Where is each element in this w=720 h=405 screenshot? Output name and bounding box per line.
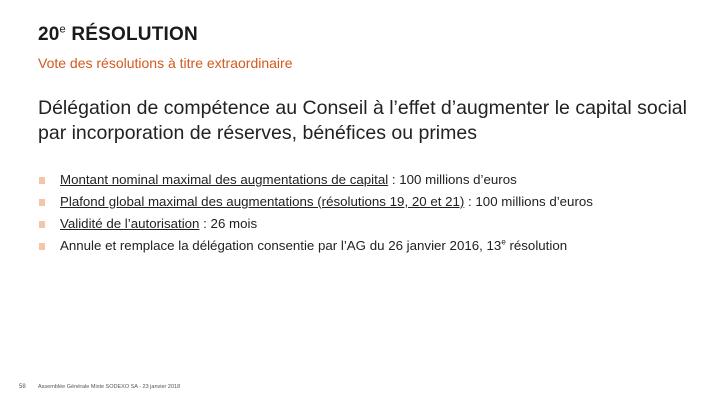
- bullet-text: : 100 millions d’euros: [388, 172, 517, 187]
- square-bullet-icon: [39, 177, 45, 184]
- bullet-item: [38, 172, 708, 194]
- bullet-item: [38, 238, 708, 260]
- bullet-text: : 100 millions d’euros: [464, 194, 593, 209]
- bullet-list: [38, 172, 708, 260]
- title-superscript: e: [59, 23, 66, 36]
- page-number: 58: [19, 384, 26, 390]
- slide-subtitle: Vote des résolutions à titre extraordinaire: [38, 55, 293, 71]
- footer-text: Assemblée Générale Mixte SODEXO SA - 23 janvier 2018: [38, 384, 181, 390]
- bullet-underlined-text: Plafond global maximal des augmentations (résolutions 19, 20 et 21): [60, 194, 465, 209]
- bullet-item: [38, 216, 708, 238]
- square-bullet-icon: [39, 243, 45, 250]
- bullet-text: : 26 mois: [199, 216, 258, 231]
- bullet-text-end: résolution: [505, 238, 568, 253]
- resolution-heading: Délégation de compétence au Conseil à l’effet d’augmenter le capital social par incorporation de réserves, bénéfices ou primes: [38, 97, 687, 144]
- bullet-text: Annule et remplace la délégation consentie par l’AG du 26 janvier 2016, 13: [60, 238, 502, 253]
- square-bullet-icon: [39, 199, 45, 206]
- square-bullet-icon: [39, 221, 45, 228]
- bullet-superscript: e: [501, 237, 506, 247]
- bullet-underlined-text: Validité de l’autorisation: [60, 216, 200, 231]
- bullet-underlined-text: Montant nominal maximal des augmentations de capital: [60, 172, 389, 187]
- title-text: RÉSOLUTION: [71, 24, 198, 45]
- title-number: 20: [38, 24, 60, 45]
- slide-title: [38, 24, 198, 46]
- bullet-item: [38, 194, 708, 216]
